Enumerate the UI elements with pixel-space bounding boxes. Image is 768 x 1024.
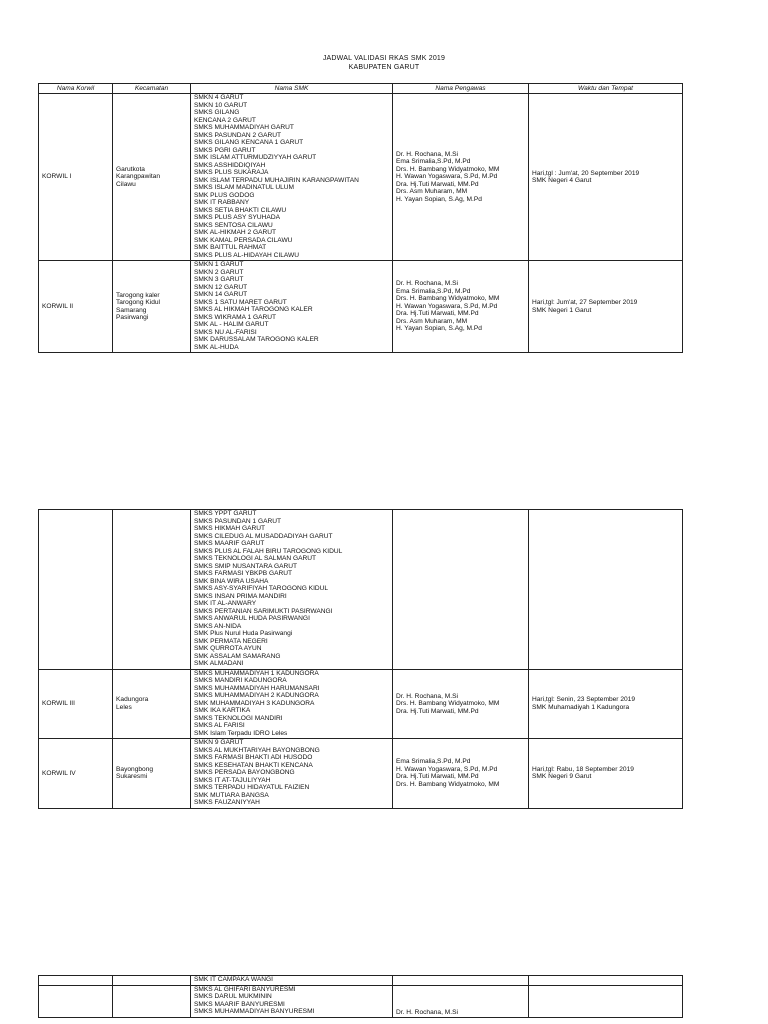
school-name: SMKS CILEDUG AL MUSADDADIYAH GARUT xyxy=(194,532,333,540)
school-name: SMK BAITTUL RAHMAT xyxy=(194,244,267,251)
pengawas-cell xyxy=(393,976,529,986)
pengawas-name: Dra. Hj.Tuti Marwati, MM.Pd xyxy=(396,773,479,781)
school-name: SMKS PASUNDAN 1 GARUT xyxy=(194,517,282,525)
school-name: SMKS MUHAMMADIYAH GARUT xyxy=(194,124,294,131)
korwil-cell: KORWIL IV xyxy=(39,739,113,809)
school-name: SMKS PLUS AL-HIDAYAH CILAWU xyxy=(194,251,300,259)
waktu-line: Hari,tgl: Jum'at, 27 September 2019 xyxy=(532,299,638,306)
kecamatan-name: Karangpawitan xyxy=(116,173,160,181)
school-name: SMK ASSALAM SAMARANG xyxy=(194,652,281,660)
pengawas-name: Drs. H. Bambang Widyatmoko, MM xyxy=(396,295,500,303)
school-name: SMKS FAUZANIYYAH xyxy=(194,799,260,806)
pengawas-name: Ema Srimalia,S.Pd, M.Pd xyxy=(396,758,471,766)
school-name: SMKS FARMASI BHAKTI ADI HUSODO xyxy=(194,754,313,761)
school-name: SMK BINA WIRA USAHA xyxy=(194,577,269,585)
school-name: SMKS IT AT-TAJULIYYAH xyxy=(194,776,271,784)
schedule-table-page-3 xyxy=(38,975,683,1018)
school-list xyxy=(191,510,393,670)
school-name: SMK PLUS GODOG xyxy=(194,191,255,199)
kecamatan-name: Tarogong kaler xyxy=(116,291,160,299)
school-name: SMK AL-HIKMAH 2 GARUT xyxy=(194,229,277,236)
korwil-cell xyxy=(39,985,113,1017)
school-name: SMKS GILANG KENCANA 1 GARUT xyxy=(194,139,304,146)
school-name: SMKS GILANG xyxy=(194,109,240,116)
school-name: SMKS AL HIKMAH TAROGONG KALER xyxy=(194,306,313,313)
school-name: SMKS MUHAMMADIYAH BANYURESMI xyxy=(194,1008,315,1015)
pengawas-cell xyxy=(393,739,529,809)
waktu-cell xyxy=(529,261,683,353)
pengawas-name: H. Wawan Yogaswara, S.Pd, M.Pd xyxy=(396,765,498,773)
school-name: SMKS SENTOSA CILAWU xyxy=(194,221,273,229)
school-name: SMKS INSAN PRIMA MANDIRI xyxy=(194,592,287,600)
school-name: SMK AL-HUDA xyxy=(194,343,239,351)
school-name: SMK IT RABBANY xyxy=(194,199,250,206)
school-name: SMKS SETIA BHAKTI CILAWU xyxy=(194,206,287,214)
waktu-cell xyxy=(529,976,683,986)
school-name: SMKN 14 GARUT xyxy=(194,291,248,298)
kecamatan-cell xyxy=(113,739,191,809)
kecamatan-cell xyxy=(113,985,191,1017)
pengawas-cell xyxy=(393,94,529,261)
pengawas-name: Dr. H. Rochana, M.Si xyxy=(396,1009,458,1016)
pengawas-name: Dr. H. Rochana, M.Si xyxy=(396,150,458,158)
school-name: SMK IT CAMPAKA WANGI xyxy=(194,976,274,983)
waktu-cell xyxy=(529,94,683,261)
waktu-cell xyxy=(529,739,683,809)
school-list xyxy=(191,739,393,809)
kecamatan-name: Tarogong Kidul xyxy=(116,299,160,306)
pengawas-name: H. Wawan Yogaswara, S.Pd, M.Pd xyxy=(396,173,498,181)
pengawas-name: Drs. H. Bambang Widyatmoko, MM xyxy=(396,780,500,788)
header-pengawas: Nama Pengawas xyxy=(393,84,529,94)
pengawas-name: Drs. Asm Muharam, MM xyxy=(396,317,468,325)
school-name: SMKS MUHAMMADIYAH 1 KADUNGORA xyxy=(194,669,319,677)
kecamatan-name: Leles xyxy=(116,703,132,711)
kecamatan-name: Pasirwangi xyxy=(116,314,149,321)
korwil-cell: KORWIL II xyxy=(39,261,113,353)
waktu-cell xyxy=(529,510,683,670)
kecamatan-cell xyxy=(113,510,191,670)
kecamatan-cell xyxy=(113,976,191,986)
pengawas-name: Dra. Hj.Tuti Marwati, MM.Pd xyxy=(396,180,479,188)
pengawas-name: Drs. H. Bambang Widyatmoko, MM xyxy=(396,700,500,707)
school-name: SMKS AN-NIDA xyxy=(194,622,242,630)
kecamatan-name: Garutkota xyxy=(116,165,145,173)
pengawas-name: Ema Srimalia,S.Pd, M.Pd xyxy=(396,287,471,295)
table-row xyxy=(39,985,683,1017)
pengawas-cell xyxy=(393,985,529,1017)
header-korwil: Nama Korwil xyxy=(39,84,113,94)
waktu-line: SMK Negeri 4 Garut xyxy=(532,177,592,184)
school-name: SMK Plus Nurul Huda Pasirwangi xyxy=(194,630,293,637)
school-name: SMK QURROTA AYUN xyxy=(194,645,262,652)
waktu-line: Hari,tgl: Rabu, 18 September 2019 xyxy=(532,765,634,773)
korwil-cell xyxy=(39,976,113,986)
school-name: SMKS SMIP NUSANTARA GARUT xyxy=(194,562,298,570)
kecamatan-cell xyxy=(113,94,191,261)
kecamatan-name: Kadungora xyxy=(116,696,149,704)
school-name: SMKS MUHAMMADIYAH HARUMANSARI xyxy=(194,684,320,692)
table-row xyxy=(39,261,683,353)
header-nama-smk: Nama SMK xyxy=(191,84,393,94)
school-name: SMKS TEKNOLOGI MANDIRI xyxy=(194,714,283,722)
school-list xyxy=(191,669,393,739)
kecamatan-name: Cilawu xyxy=(116,180,136,188)
school-name: SMKN 3 GARUT xyxy=(194,276,244,283)
school-name: SMKS KESEHATAN BHAKTI KENCANA xyxy=(194,761,313,769)
kecamatan-name: Samarang xyxy=(116,306,147,314)
kecamatan-name: Sukaresmi xyxy=(116,773,148,781)
school-name: SMKN 2 GARUT xyxy=(194,268,244,276)
pengawas-name: H. Yayan Sopian, S.Ag, M.Pd xyxy=(396,195,482,203)
korwil-cell: KORWIL III xyxy=(39,669,113,739)
school-name: SMKS YPPT GARUT xyxy=(194,510,257,517)
waktu-cell xyxy=(529,669,683,739)
pengawas-name: Dra. Hj.Tuti Marwati, MM.Pd xyxy=(396,707,479,715)
header-kecamatan: Kecamatan xyxy=(113,84,191,94)
table-header-row xyxy=(39,84,683,94)
school-name: SMKS ANWARUL HUDA PASIRWANGI xyxy=(194,615,310,622)
school-name: SMKS WIKRAMA 1 GARUT xyxy=(194,313,277,321)
school-name: SMK Islam Terpadu IDRO Leles xyxy=(194,729,288,737)
document-title: JADWAL VALIDASI RKAS SMK 2019 xyxy=(322,55,446,62)
table-row xyxy=(39,94,683,261)
school-name: SMKS 1 SATU MARET GARUT xyxy=(194,298,287,306)
school-name: SMKS ISLAM MADINATUL ULUM xyxy=(194,184,295,191)
schedule-table-page-1 xyxy=(38,83,683,353)
table-row xyxy=(39,739,683,809)
school-name: SMKN 1 GARUT xyxy=(194,261,244,268)
waktu-line: Hari,tgl: Senin, 23 September 2019 xyxy=(532,696,635,704)
pengawas-name: Drs. H. Bambang Widyatmoko, MM xyxy=(396,165,500,173)
pengawas-cell xyxy=(393,669,529,739)
school-name: SMKS AL FARISI xyxy=(194,722,245,729)
school-name: SMKS TERPADU HIDAYATUL FAIZIEN xyxy=(194,784,310,791)
school-name: SMKS PLUS ASY SYUHADA xyxy=(194,214,280,221)
school-name: SMKS HIKMAH GARUT xyxy=(194,525,266,532)
kecamatan-cell xyxy=(113,669,191,739)
school-name: SMKN 9 GARUT xyxy=(194,739,244,746)
school-name: SMKS MAARIF BANYURESMI xyxy=(194,1000,285,1008)
school-name: SMKS PERSADA BAYONGBONG xyxy=(194,769,295,776)
pengawas-name: Dr. H. Rochana, M.Si xyxy=(396,280,458,288)
school-name: SMKS MANDIRI KADUNGORA xyxy=(194,677,287,684)
pengawas-name: Drs. Asm Muharam, MM xyxy=(396,188,468,196)
waktu-line: SMK Negeri 9 Garut xyxy=(532,773,592,781)
school-name: SMK IKA KARTIKA xyxy=(194,707,251,714)
waktu-cell xyxy=(529,985,683,1017)
school-list xyxy=(191,94,393,261)
pengawas-cell xyxy=(393,510,529,670)
school-name: SMK MUHAMMADIYAH 3 KADUNGORA xyxy=(194,699,315,707)
school-name: SMK DARUSSALAM TAROGONG KALER xyxy=(194,336,319,343)
header-waktu-tempat: Waktu dan Tempat xyxy=(529,84,683,94)
pengawas-name: Dr. H. Rochana, M.Si xyxy=(396,692,458,700)
pengawas-name: H. Wawan Yogaswara, S.Pd, M.Pd xyxy=(396,302,498,310)
school-name: SMKS PLUS AL FALAH BIRU TAROGONG KIDUL xyxy=(194,547,343,555)
table-row xyxy=(39,976,683,986)
school-name: SMKS PGRI GARUT xyxy=(194,146,256,154)
school-name: SMKN 10 GARUT xyxy=(194,101,248,109)
table-row xyxy=(39,510,683,670)
school-name: SMKS DARUL MUKMININ xyxy=(194,993,272,1000)
school-name: SMKS ASSHIDDIQIYAH xyxy=(194,161,266,169)
school-cell xyxy=(191,976,393,986)
school-name: SMK ISLAM ATTURMUDZIYYAH GARUT xyxy=(194,154,317,161)
waktu-line: Hari,tgl : Jum'at, 20 September 2019 xyxy=(532,169,640,177)
kecamatan-cell xyxy=(113,261,191,353)
schedule-table-page-2 xyxy=(38,509,683,809)
table-row xyxy=(39,669,683,739)
pengawas-name: Dra. Hj.Tuti Marwati, MM.Pd xyxy=(396,310,479,318)
school-name: SMK PERMATA NEGERI xyxy=(194,637,268,645)
school-name: SMKN 4 GARUT xyxy=(194,94,244,101)
school-name: SMKS PLUS SUKARAJA xyxy=(194,169,269,176)
school-name: SMKS PASUNDAN 2 GARUT xyxy=(194,131,282,139)
school-name: SMK IT AL-ANWARY xyxy=(194,600,257,607)
school-list xyxy=(191,261,393,353)
school-list xyxy=(191,985,393,1017)
pengawas-name: H. Yayan Sopian, S.Ag, M.Pd xyxy=(396,325,482,333)
school-name: KENCANA 2 GARUT xyxy=(194,116,256,124)
school-name: SMKS PERTANIAN SARIMUKTI PASIRWANGI xyxy=(194,607,333,615)
waktu-line: SMK Negeri 1 Garut xyxy=(532,306,592,314)
kecamatan-name: Bayongbong xyxy=(116,765,154,773)
school-name: SMKS MUHAMMADIYAH 2 KADUNGORA xyxy=(194,692,319,699)
school-name: SMKS MAARIF GARUT xyxy=(194,540,265,547)
school-name: SMKS NU AL-FARISI xyxy=(194,328,257,336)
school-name: SMK KAMAL PERSADA CILAWU xyxy=(194,236,293,244)
school-name: SMK ISLAM TERPADU MUHAJIRIN KARANGPAWITAN xyxy=(194,176,359,184)
korwil-cell: KORWIL I xyxy=(39,94,113,261)
pengawas-cell xyxy=(393,261,529,353)
school-name: SMK ALMADANI xyxy=(194,660,244,667)
korwil-cell xyxy=(39,510,113,670)
school-name: SMKS AL MUKHTARIYAH BAYONGBONG xyxy=(194,746,320,754)
school-name: SMKS ASY-SYARIFIYAH TAROGONG KIDUL xyxy=(194,585,329,592)
school-name: SMKS FARMASI YBKPB GARUT xyxy=(194,570,293,577)
waktu-line: SMK Muhamadiyah 1 Kadungora xyxy=(532,703,630,711)
school-name: SMK AL - HALIM GARUT xyxy=(194,321,269,328)
school-name: SMKS TEKNOLOGI AL SALMAN GARUT xyxy=(194,555,317,562)
school-name: SMK MUTIARA BANGSA xyxy=(194,791,269,799)
school-name: SMKN 12 GARUT xyxy=(194,283,248,291)
pengawas-name: Ema Srimalia,S.Pd, M.Pd xyxy=(396,158,471,166)
document-subtitle: KABUPATEN GARUT xyxy=(348,64,420,71)
school-name: SMKS AL GHIFARI BANYURESMI xyxy=(194,985,296,993)
